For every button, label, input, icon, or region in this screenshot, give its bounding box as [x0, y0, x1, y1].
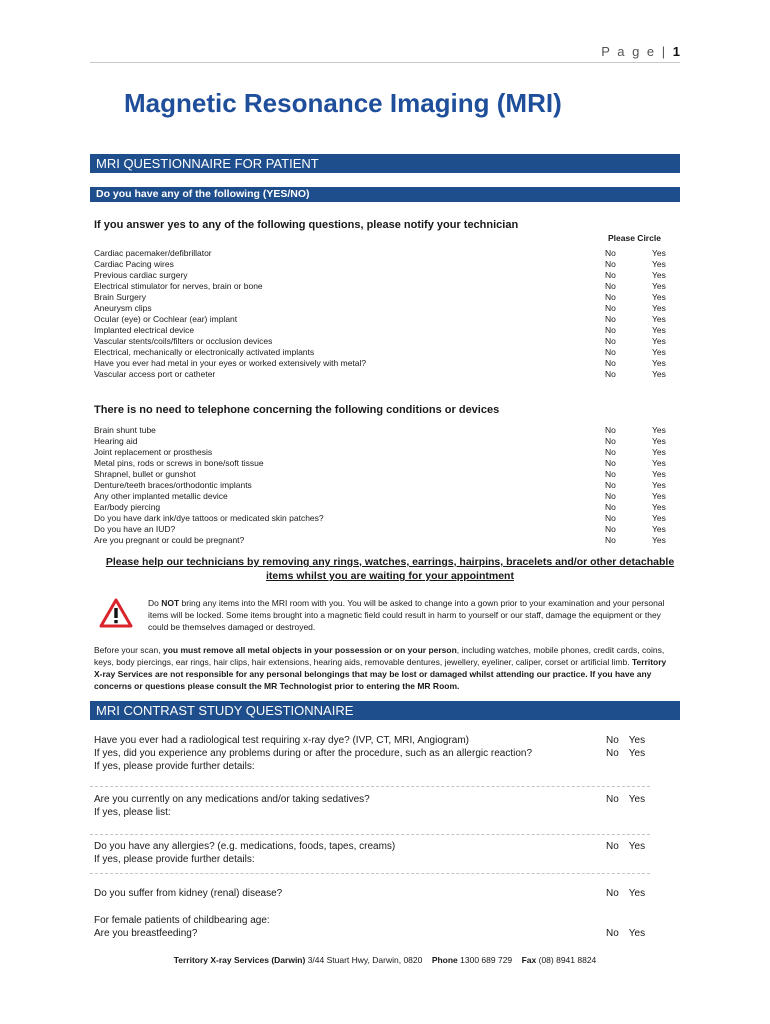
condition-text: Brain shunt tube	[94, 425, 156, 435]
condition-text: Do you have an IUD?	[94, 524, 176, 534]
no-option[interactable]: No	[605, 336, 616, 346]
yes-option[interactable]: Yes	[628, 735, 646, 746]
condition-text: Metal pins, rods or screws in bone/soft tissue	[94, 458, 264, 468]
yes-option[interactable]: Yes	[628, 841, 646, 852]
yes-option[interactable]: Yes	[652, 259, 666, 269]
yes-no-options	[606, 927, 649, 940]
scan-text-pre: Before your scan,	[94, 645, 163, 655]
yes-option[interactable]: Yes	[652, 469, 666, 479]
condition-text: Are you pregnant or could be pregnant?	[94, 535, 245, 545]
yes-option[interactable]: Yes	[652, 425, 666, 435]
yes-option[interactable]: Yes	[652, 292, 666, 302]
no-option[interactable]: No	[605, 358, 616, 368]
please-circle-label: Please Circle	[608, 233, 661, 243]
yes-option[interactable]: Yes	[652, 458, 666, 468]
yes-option[interactable]: Yes	[652, 336, 666, 346]
question-row	[94, 369, 669, 380]
no-option[interactable]: No	[605, 480, 616, 490]
question-text: If yes, please provide further details:	[94, 761, 255, 772]
no-option[interactable]: No	[605, 436, 616, 446]
condition-text: Do you have dark ink/dye tattoos or medicated skin patches?	[94, 513, 324, 523]
yes-option[interactable]: Yes	[652, 358, 666, 368]
no-need-telephone-heading: There is no need to telephone concerning the following conditions or devices	[94, 404, 500, 416]
scan-text-mid: , including watches, mobile phones, credit cards, coins, keys, body piercings, ear rings, hair clips, hair extensions, hearing aids, removable dentures, jewellery, eyeliner, caliper, corset or artificial limb.	[94, 645, 665, 667]
question-row	[94, 281, 669, 292]
question-text: Have you ever had metal in your eyes or worked extensively with metal?	[94, 358, 367, 368]
no-option[interactable]: No	[605, 314, 616, 324]
condition-row	[94, 502, 669, 513]
page-label: P a g e |	[601, 44, 668, 59]
yes-option[interactable]: Yes	[652, 314, 666, 324]
footer-phone: 1300 689 729	[457, 955, 513, 965]
yes-option[interactable]: Yes	[652, 303, 666, 313]
yes-no-options	[606, 793, 649, 806]
footer-phone-label: Phone	[431, 955, 458, 965]
condition-row	[94, 491, 669, 502]
no-option[interactable]: No	[605, 292, 616, 302]
no-option[interactable]: No	[606, 928, 619, 939]
question-text: For female patients of childbearing age:	[94, 915, 270, 926]
condition-text: Hearing aid	[94, 436, 138, 446]
no-option[interactable]: No	[606, 748, 619, 759]
question-text: If yes, please provide further details:	[94, 854, 255, 865]
question-text: Brain Surgery	[94, 292, 146, 302]
yes-option[interactable]: Yes	[628, 794, 646, 805]
condition-row	[94, 513, 669, 524]
question-text: Electrical stimulator for nerves, brain or bone	[94, 281, 263, 291]
notice-line-2: items whilst you are waiting for your appointment	[266, 570, 514, 582]
yes-option[interactable]: Yes	[652, 524, 666, 534]
question-row	[94, 292, 669, 303]
dashed-divider	[90, 834, 650, 835]
condition-row	[94, 458, 669, 469]
no-option[interactable]: No	[606, 794, 619, 805]
footer-contact	[0, 955, 770, 965]
subsection-bar-yes-no: Do you have any of the following (YES/NO)	[90, 187, 680, 202]
no-option[interactable]: No	[605, 447, 616, 457]
condition-row	[94, 447, 669, 458]
document-title: Magnetic Resonance Imaging (MRI)	[124, 88, 562, 118]
yes-option[interactable]: Yes	[652, 513, 666, 523]
question-row	[94, 358, 669, 369]
question-row	[94, 347, 669, 358]
contrast-question-4	[94, 887, 654, 900]
no-option[interactable]: No	[605, 502, 616, 512]
no-option[interactable]: No	[605, 347, 616, 357]
condition-list	[94, 425, 669, 546]
no-option[interactable]: No	[605, 303, 616, 313]
scan-text-bold-2: Territory X-ray Services are not responsible for any personal belongings that may be lost or damaged whilst attending our practice. If you have any concerns or questions please consult the MR Technologist prior to entering the MR Room.	[94, 657, 667, 691]
condition-row	[94, 425, 669, 436]
no-option[interactable]: No	[605, 458, 616, 468]
yes-option[interactable]: Yes	[652, 248, 666, 258]
condition-row	[94, 480, 669, 491]
question-text: Previous cardiac surgery	[94, 270, 188, 280]
no-option[interactable]: No	[605, 270, 616, 280]
page-number-header	[601, 44, 680, 59]
page-number: 1	[672, 44, 680, 59]
contrast-question-1	[94, 734, 654, 773]
no-option[interactable]: No	[605, 325, 616, 335]
question-text: Ocular (eye) or Cochlear (ear) implant	[94, 314, 238, 324]
condition-text: Any other implanted metallic device	[94, 491, 228, 501]
question-row	[94, 325, 669, 336]
footer-company: Territory X-ray Services (Darwin)	[173, 955, 306, 965]
question-row	[94, 336, 669, 347]
yes-option[interactable]: Yes	[652, 535, 666, 545]
notify-question-list	[94, 248, 669, 380]
question-row	[94, 259, 669, 270]
footer-fax-label: Fax	[521, 955, 537, 965]
section-bar-patient-questionnaire: MRI QUESTIONNAIRE FOR PATIENT	[90, 154, 680, 173]
question-text: If yes, please list:	[94, 807, 171, 818]
no-option[interactable]: No	[606, 841, 619, 852]
question-text: Vascular stents/coils/filters or occlusion devices	[94, 336, 273, 346]
question-text: Electrical, mechanically or electronically activated implants	[94, 347, 315, 357]
no-option[interactable]: No	[605, 535, 616, 545]
question-text: If yes, did you experience any problems during or after the procedure, such as an allergic reaction?	[94, 748, 533, 759]
no-option[interactable]: No	[605, 524, 616, 534]
footer-address: 3/44 Stuart Hwy, Darwin, 0820	[305, 955, 423, 965]
yes-no-options	[606, 887, 649, 900]
header-divider	[90, 62, 680, 63]
yes-option[interactable]: Yes	[652, 447, 666, 457]
notify-technician-heading: If you answer yes to any of the following questions, please notify your technician	[94, 219, 519, 231]
remove-jewellery-notice	[70, 555, 710, 583]
yes-option[interactable]: Yes	[652, 369, 666, 379]
condition-text: Ear/body piercing	[94, 502, 161, 512]
question-text: Have you ever had a radiological test requiring x-ray dye? (IVP, CT, MRI, Angiogram)	[94, 735, 469, 746]
no-option[interactable]: No	[605, 425, 616, 435]
condition-row	[94, 524, 669, 535]
no-option[interactable]: No	[605, 281, 616, 291]
yes-option[interactable]: Yes	[652, 491, 666, 501]
warning-text	[148, 597, 673, 633]
footer-fax: (08) 8941 8824	[536, 955, 597, 965]
question-text: Do you suffer from kidney (renal) disease?	[94, 888, 283, 899]
question-text: Are you currently on any medications and/or taking sedatives?	[94, 794, 370, 805]
condition-text: Joint replacement or prosthesis	[94, 447, 213, 457]
no-option[interactable]: No	[606, 735, 619, 746]
yes-option[interactable]: Yes	[628, 928, 646, 939]
scan-text-bold-1: you must remove all metal objects in your possession or on your person	[162, 645, 457, 655]
yes-option[interactable]: Yes	[652, 281, 666, 291]
condition-row	[94, 436, 669, 447]
notice-line-1: Please help our technicians by removing any rings, watches, earrings, hairpins, bracelets and/or other detachable	[105, 556, 675, 568]
dashed-divider	[90, 786, 650, 787]
no-option[interactable]: No	[606, 888, 619, 899]
yes-option[interactable]: Yes	[628, 888, 646, 899]
question-row	[94, 270, 669, 281]
condition-text: Shrapnel, bullet or gunshot	[94, 469, 196, 479]
yes-option[interactable]: Yes	[628, 748, 646, 759]
contrast-question-2	[94, 793, 654, 819]
question-text: Cardiac Pacing wires	[94, 259, 174, 269]
section-bar-contrast-questionnaire: MRI CONTRAST STUDY QUESTIONNAIRE	[90, 701, 680, 720]
yes-no-options	[606, 734, 649, 760]
no-option[interactable]: No	[605, 491, 616, 501]
question-row	[94, 314, 669, 325]
yes-option[interactable]: Yes	[652, 480, 666, 490]
warning-text-pre: Do	[148, 598, 162, 608]
dashed-divider	[90, 873, 650, 874]
yes-option[interactable]: Yes	[652, 270, 666, 280]
condition-row	[94, 469, 669, 480]
no-option[interactable]: No	[605, 369, 616, 379]
yes-option[interactable]: Yes	[652, 502, 666, 512]
condition-row	[94, 535, 669, 546]
yes-option[interactable]: Yes	[652, 347, 666, 357]
contrast-question-3	[94, 840, 654, 866]
warning-text-post: bring any items into the MRI room with you. You will be asked to change into a gown prior to your examination and your personal items will be locked. Some items brought into a magnetic field could result in harm to yourself or our staff, damage the equipment or they could be themselves damaged or destroyed.	[148, 598, 665, 632]
no-option[interactable]: No	[605, 248, 616, 258]
condition-text: Denture/teeth braces/orthodontic implants	[94, 480, 252, 490]
warning-triangle-icon	[99, 598, 133, 628]
question-text: Do you have any allergies? (e.g. medications, foods, tapes, creams)	[94, 841, 396, 852]
warning-text-not: NOT	[161, 598, 180, 608]
before-scan-instructions	[94, 644, 674, 692]
question-text: Vascular access port or catheter	[94, 369, 216, 379]
question-row	[94, 248, 669, 259]
no-option[interactable]: No	[605, 259, 616, 269]
yes-option[interactable]: Yes	[652, 436, 666, 446]
contrast-question-5	[94, 914, 654, 940]
yes-option[interactable]: Yes	[652, 325, 666, 335]
question-text: Aneurysm clips	[94, 303, 152, 313]
question-text: Are you breastfeeding?	[94, 928, 198, 939]
question-text: Implanted electrical device	[94, 325, 195, 335]
yes-no-options	[606, 840, 649, 853]
no-option[interactable]: No	[605, 513, 616, 523]
no-option[interactable]: No	[605, 469, 616, 479]
question-row	[94, 303, 669, 314]
question-text: Cardiac pacemaker/defibrillator	[94, 248, 212, 258]
